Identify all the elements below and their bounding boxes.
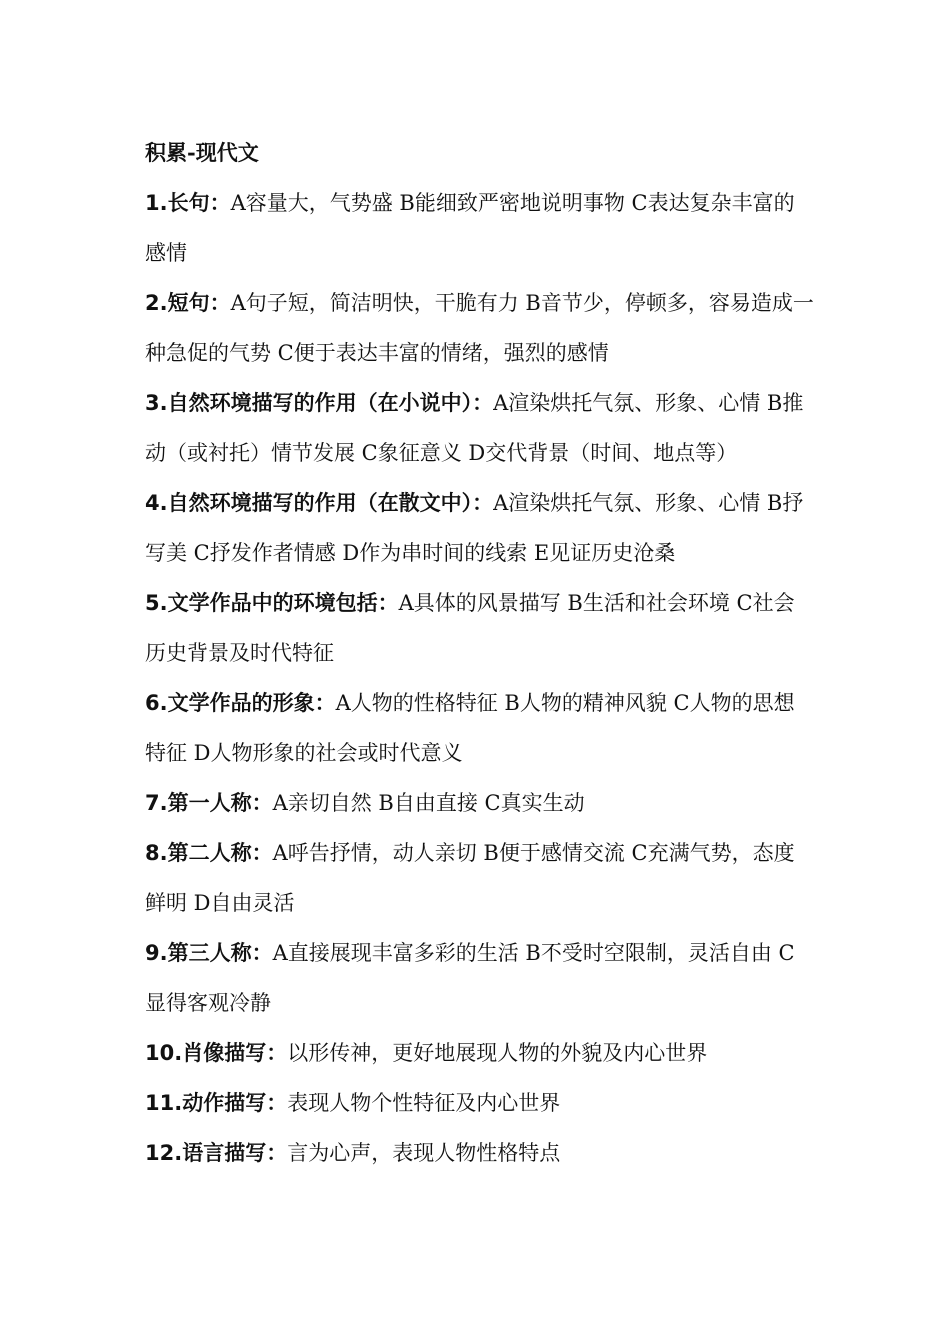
item-text: 表现人物个性特征及内心世界 <box>287 1091 561 1115</box>
item-label: 语言描写： <box>182 1141 288 1165</box>
item-number: 8. <box>145 841 168 865</box>
item-text: A呼告抒情，动人亲切 B便于感情交流 C充满气势，态度鲜明 D自由灵活 <box>145 841 795 915</box>
item-number: 7. <box>145 791 168 815</box>
list-item <box>145 1028 815 1078</box>
item-number: 6. <box>145 691 168 715</box>
list-item <box>145 478 815 578</box>
item-text: A容量大，气势盛 B能细致严密地说明事物 C表达复杂丰富的感情 <box>145 191 795 265</box>
item-text: A人物的性格特征 B人物的精神风貌 C人物的思想特征 D人物形象的社会或时代意义 <box>145 691 795 765</box>
item-text: A渲染烘托气氛、形象、心情 B抒写美 C抒发作者情感 D作为串时间的线索 E见证历史沧桑 <box>145 491 804 565</box>
item-label: 动作描写： <box>182 1091 288 1115</box>
item-text: A具体的风景描写 B生活和社会环境 C社会历史背景及时代特征 <box>145 591 795 665</box>
item-text: A渲染烘托气氛、形象、心情 B推动（或衬托）情节发展 C象征意义 D交代背景（时间、地点等） <box>145 391 804 465</box>
item-text: 以形传神，更好地展现人物的外貌及内心世界 <box>287 1041 708 1065</box>
document-title: 积累-现代文 <box>145 140 259 165</box>
item-text: 言为心声，表现人物性格特点 <box>287 1141 561 1165</box>
item-label: 自然环境描写的作用（在小说中）： <box>167 391 494 415</box>
list-item <box>145 178 815 278</box>
item-label: 肖像描写： <box>182 1041 288 1065</box>
item-number: 4. <box>145 491 168 515</box>
item-number: 12. <box>145 1141 183 1165</box>
item-label: 第一人称： <box>167 791 273 815</box>
list-item <box>145 1128 815 1178</box>
item-number: 5. <box>145 591 168 615</box>
item-number: 3. <box>145 391 168 415</box>
item-label: 第三人称： <box>167 941 273 965</box>
list-item <box>145 928 815 1028</box>
list-item <box>145 678 815 778</box>
item-label: 文学作品中的环境包括： <box>167 591 399 615</box>
item-text: A句子短，简洁明快，干脆有力 B音节少，停顿多，容易造成一种急促的气势 C便于表达丰富的情绪，强烈的感情 <box>145 291 814 365</box>
list-item <box>145 1078 815 1128</box>
item-label: 第二人称： <box>167 841 273 865</box>
item-number: 9. <box>145 941 168 965</box>
list-item <box>145 578 815 678</box>
item-label: 长句： <box>167 191 231 215</box>
document-body <box>145 128 815 1178</box>
item-text: A直接展现丰富多彩的生活 B不受时空限制，灵活自由 C显得客观冷静 <box>145 941 795 1015</box>
item-number: 1. <box>145 191 168 215</box>
item-number: 11. <box>145 1091 183 1115</box>
item-label: 短句： <box>167 291 231 315</box>
item-label: 文学作品的形象： <box>167 691 336 715</box>
item-number: 10. <box>145 1041 183 1065</box>
item-number: 2. <box>145 291 168 315</box>
list-item <box>145 378 815 478</box>
item-label: 自然环境描写的作用（在散文中）： <box>167 491 494 515</box>
list-item <box>145 828 815 928</box>
list-item <box>145 778 815 828</box>
item-text: A亲切自然 B自由直接 C真实生动 <box>272 791 585 815</box>
list-item <box>145 278 815 378</box>
